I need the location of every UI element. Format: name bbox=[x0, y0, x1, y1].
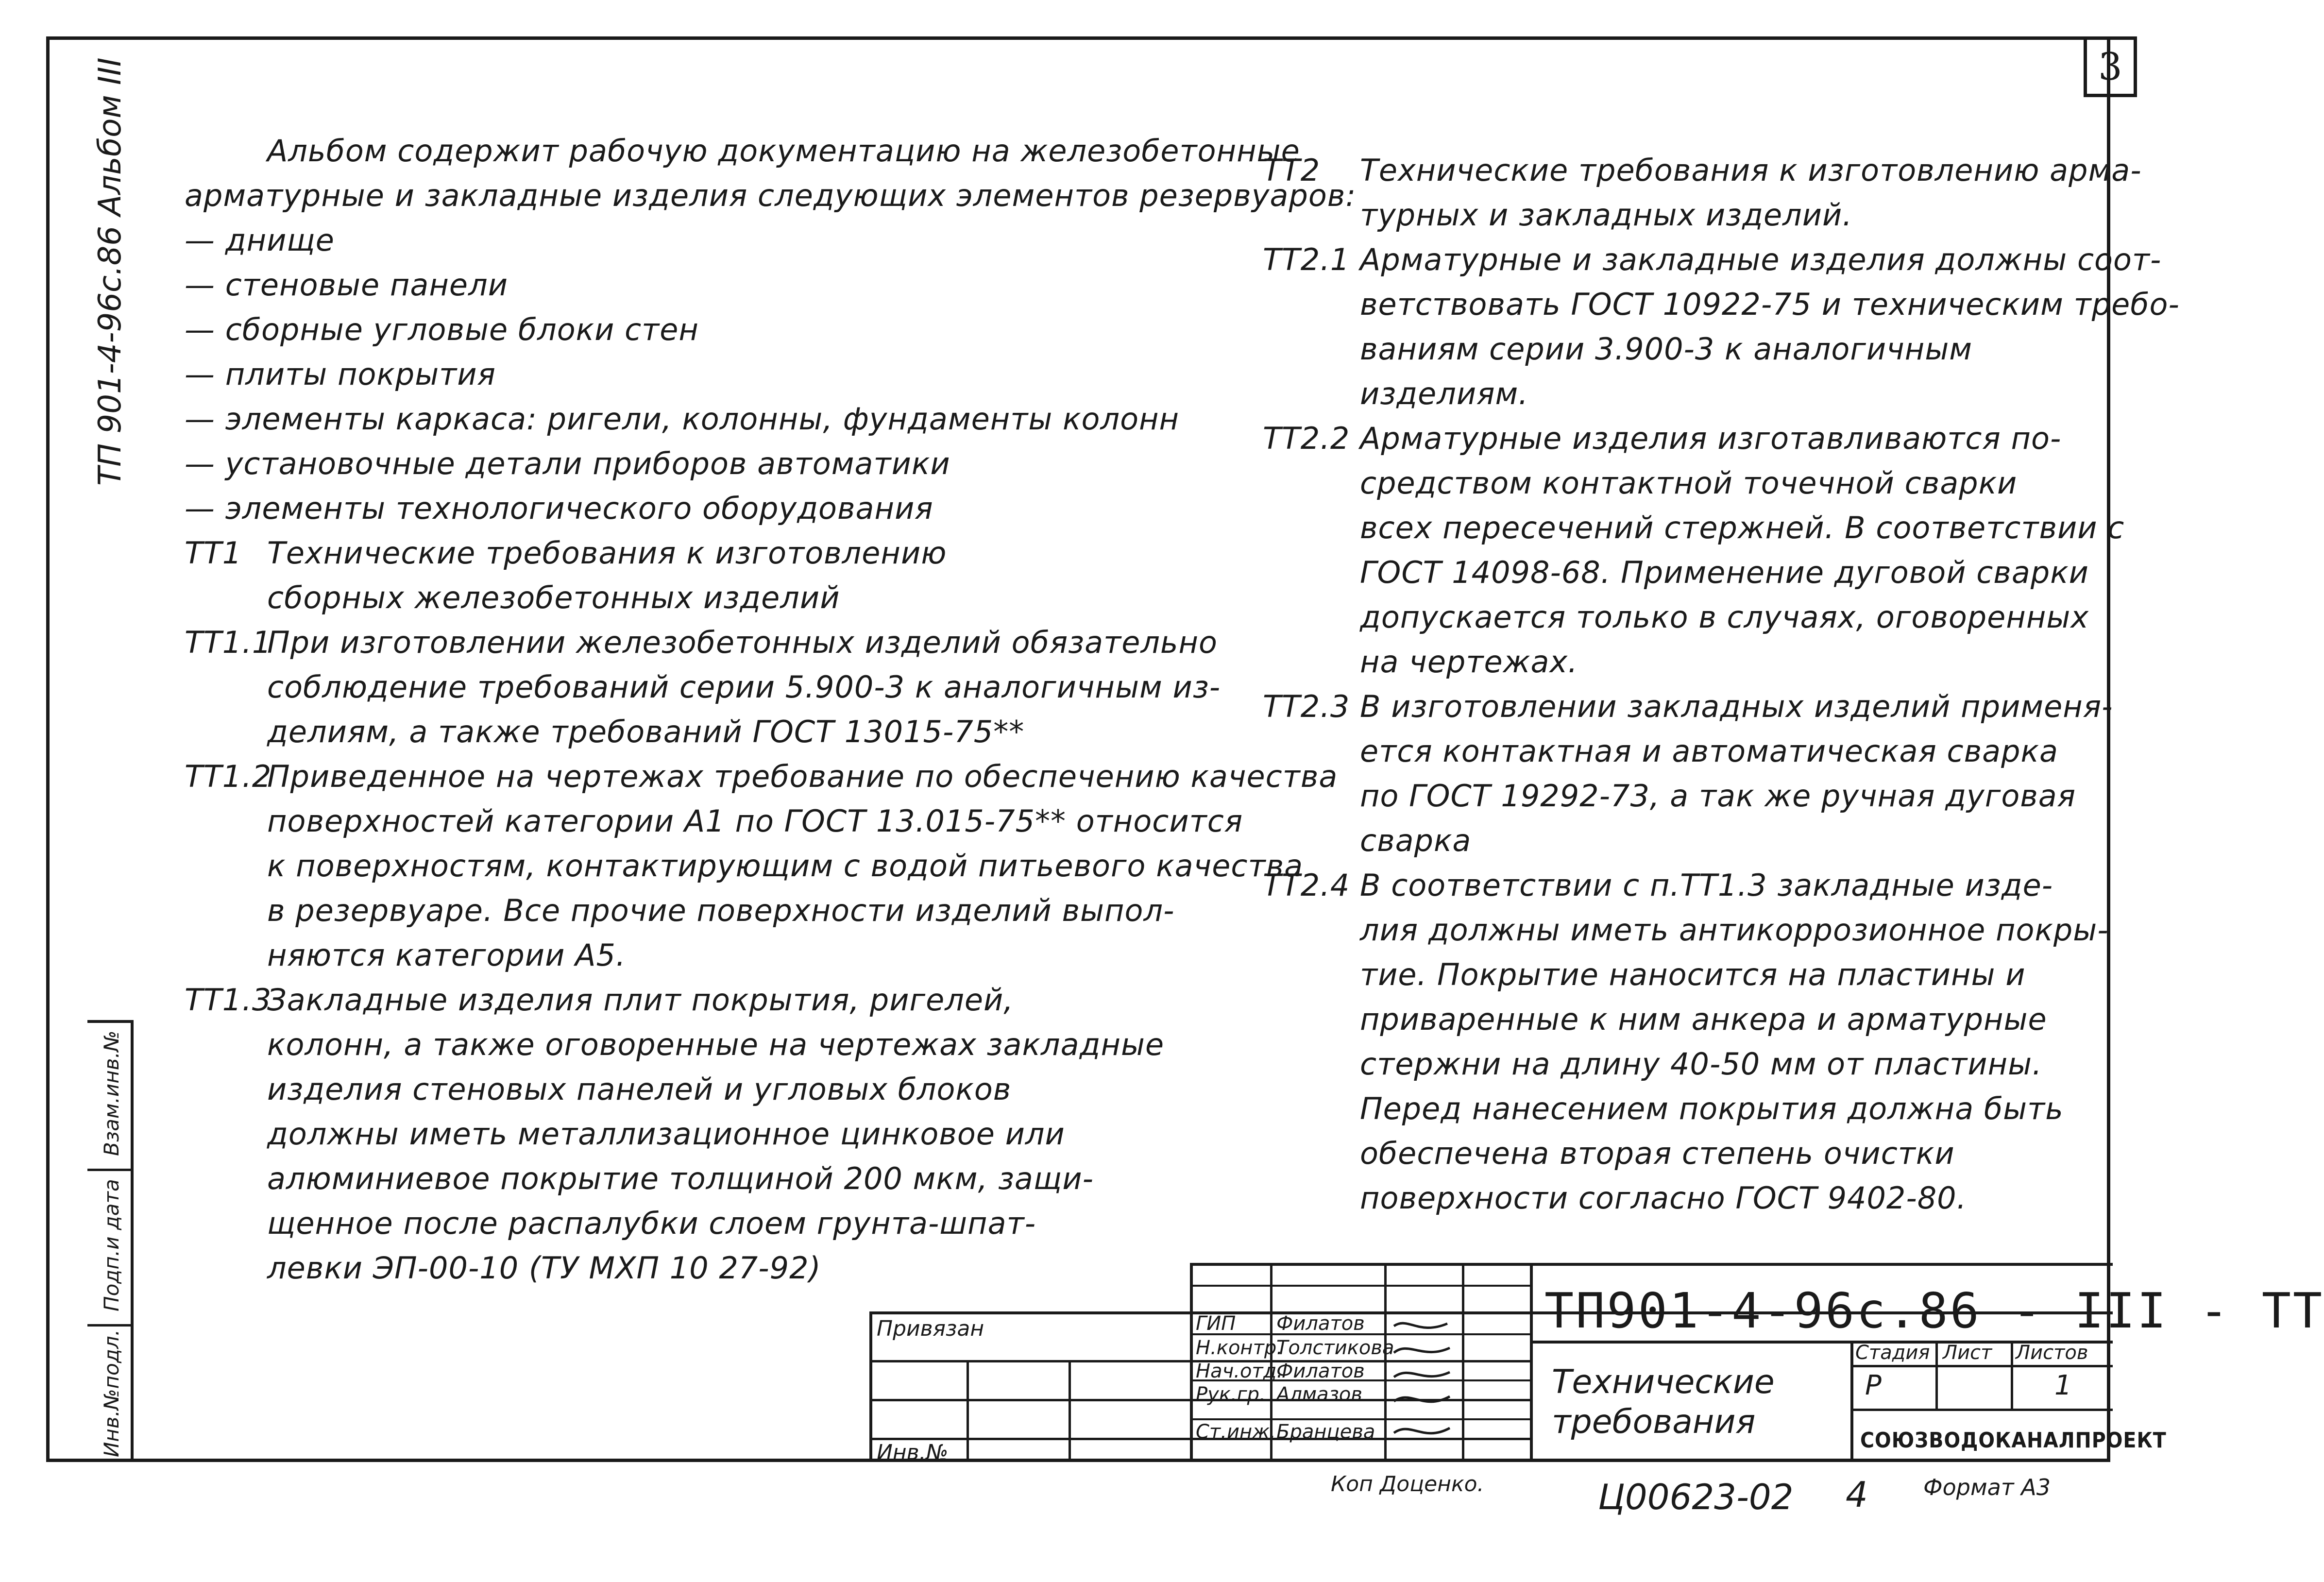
role-gip: ГИП bbox=[1196, 1312, 1236, 1335]
item-line: Технические требования к изготовлению арма- bbox=[1360, 153, 2142, 188]
item-line: колонн, а также оговоренные на чертежах закладные bbox=[267, 1027, 1165, 1062]
list-item: — стеновые панели bbox=[185, 267, 509, 303]
item-line: левки ЭП-00-10 (ТУ МХП 10 27-92) bbox=[267, 1250, 821, 1286]
requirement-tt2-1 bbox=[1263, 238, 2180, 416]
item-line: ваниям серии 3.900-3 к аналогичным bbox=[1360, 331, 1973, 367]
list-item: — сборные угловые блоки стен bbox=[185, 312, 699, 347]
item-line: алюминиевое покрытие толщиной 200 мкм, защи- bbox=[267, 1161, 1094, 1196]
sheet-title: Технические требования bbox=[1552, 1363, 1775, 1441]
intro-line: арматурные и закладные изделия следующих элементов резервуаров: bbox=[185, 178, 1357, 213]
tb-line bbox=[1850, 1409, 2113, 1411]
requirement-tt1 bbox=[185, 531, 1204, 620]
role-nkontr: Н.контр. bbox=[1196, 1337, 1283, 1359]
item-line: ветствовать ГОСТ 10922-75 и техническим требо- bbox=[1360, 287, 2180, 322]
strip-label-sign: Подп.и дата bbox=[100, 1179, 123, 1311]
item-line: обеспечена вторая степень очистки bbox=[1360, 1136, 1955, 1171]
item-line: на чертежах. bbox=[1360, 644, 1578, 680]
role-nachotd: Нач.отд. bbox=[1196, 1360, 1283, 1382]
item-line: всех пересечений стержней. В соответствии с bbox=[1360, 510, 2125, 545]
tb-line bbox=[2011, 1341, 2013, 1409]
item-line: Арматурные и закладные изделия должны соот- bbox=[1360, 242, 2162, 277]
item-line: изделиям. bbox=[1360, 376, 1528, 411]
item-line: ГОСТ 14098-68. Применение дуговой сварки bbox=[1360, 555, 2089, 590]
privyazan-label: Привязан bbox=[877, 1316, 984, 1341]
item-line: ется контактная и автоматическая сварка bbox=[1360, 733, 2058, 769]
tb-line bbox=[1850, 1341, 1853, 1462]
tb-line bbox=[1190, 1418, 1530, 1420]
stage-value: Р bbox=[1865, 1370, 1882, 1401]
item-line: щенное после распалубки слоем грунта-шпат- bbox=[267, 1206, 1036, 1241]
strip-divider bbox=[87, 1324, 134, 1327]
strip-label-replace: Взам.инв.№ bbox=[100, 1030, 123, 1156]
name-1: Филатов bbox=[1276, 1312, 1365, 1335]
item-line: по ГОСТ 19292-73, а так же ручная дуговая bbox=[1360, 778, 2076, 814]
item-code: ТТ1.3 bbox=[185, 982, 272, 1018]
item-line: стержни на длину 40-50 мм от пластины. bbox=[1360, 1046, 2042, 1082]
item-code: ТТ1.2 bbox=[185, 759, 272, 794]
list-item: — элементы каркаса: ригели, колонны, фундаменты колонн bbox=[185, 401, 1180, 437]
tb-line bbox=[1935, 1341, 1938, 1409]
item-line: турных и закладных изделий. bbox=[1360, 197, 1853, 233]
signatures bbox=[1389, 1311, 1457, 1457]
tb-line bbox=[1190, 1263, 1193, 1462]
intro-line: Альбом содержит рабочую документацию на железобетонные bbox=[267, 133, 1300, 169]
requirement-tt2-3 bbox=[1263, 684, 2113, 863]
tb-line bbox=[1530, 1263, 1533, 1462]
item-line: В изготовлении закладных изделий применя- bbox=[1360, 689, 2113, 724]
tb-line bbox=[1384, 1263, 1387, 1462]
role-rukgr: Рук.гр. bbox=[1196, 1383, 1266, 1406]
tb-line bbox=[967, 1360, 969, 1462]
item-line: изделия стеновых панелей и угловых блоков bbox=[267, 1072, 1012, 1107]
requirement-tt2 bbox=[1263, 148, 2142, 238]
item-line: тие. Покрытие наносится на пластины и bbox=[1360, 957, 2026, 992]
item-code: ТТ2.1 bbox=[1263, 242, 1350, 277]
stage-label: Стадия bbox=[1855, 1342, 1930, 1364]
item-line: няются категории А5. bbox=[267, 937, 626, 973]
item-line: Закладные изделия плит покрытия, ригелей, bbox=[267, 982, 1014, 1018]
item-line: лия должны иметь антикоррозионное покры- bbox=[1360, 912, 2109, 948]
item-line: Технические требования к изготовлению bbox=[267, 535, 947, 571]
copied-by: Коп Доценко. bbox=[1331, 1472, 1484, 1497]
sheet-label: Лист bbox=[1943, 1342, 1992, 1364]
item-line: Приведенное на чертежах требование по обеспечению качества bbox=[267, 759, 1338, 794]
sheets-label: Листов bbox=[2016, 1342, 2088, 1364]
tb-line bbox=[1190, 1285, 1530, 1287]
strip-divider bbox=[87, 1169, 134, 1171]
requirement-tt1-3 bbox=[185, 978, 1204, 1291]
item-code: ТТ2 bbox=[1263, 153, 1321, 188]
role-stinzh: Ст.инж. bbox=[1196, 1421, 1276, 1443]
item-code: ТТ2.4 bbox=[1263, 868, 1350, 903]
item-line: допускается только в случаях, оговоренных bbox=[1360, 599, 2089, 635]
organization: СОЮЗВОДОКАНАЛПРОЕКТ bbox=[1860, 1428, 2167, 1453]
item-line: к поверхностям, контактирующим с водой питьевого качества bbox=[267, 848, 1304, 884]
item-line: сборных железобетонных изделий bbox=[267, 580, 840, 615]
name-2: Толстикова bbox=[1276, 1337, 1394, 1359]
tb-line bbox=[1850, 1365, 2113, 1367]
list-item: — элементы технологического оборудования bbox=[185, 491, 933, 526]
item-line: приваренные к ним анкера и арматурные bbox=[1360, 1002, 2047, 1037]
item-line: делиям, а также требований ГОСТ 13015-75** bbox=[267, 714, 1025, 749]
inv-no-label: Инв.№ bbox=[877, 1440, 949, 1465]
item-line: поверхностей категории А1 по ГОСТ 13.015-75** относится bbox=[267, 803, 1243, 839]
item-line: средством контактной точечной сварки bbox=[1360, 465, 2018, 501]
item-code: ТТ1 bbox=[185, 535, 242, 571]
document-code: ТП901-4-96с.86 - III - ТТ bbox=[1544, 1282, 2324, 1339]
strip-label-inv: Инв.№подл. bbox=[100, 1329, 123, 1457]
item-line: должны иметь металлизационное цинковое или bbox=[267, 1116, 1065, 1152]
item-line: Арматурные изделия изготавливаются по- bbox=[1360, 421, 2062, 456]
item-code: ТТ1.1 bbox=[185, 625, 272, 660]
format-label: Формат А3 bbox=[1923, 1474, 2051, 1500]
name-5: Бранцева bbox=[1276, 1421, 1375, 1443]
item-code: ТТ2.3 bbox=[1263, 689, 1350, 724]
footer-sheet-number: 4 bbox=[1846, 1474, 1868, 1515]
tb-line bbox=[1462, 1263, 1464, 1462]
requirement-tt2-2 bbox=[1263, 416, 2125, 684]
list-item: — днище bbox=[185, 222, 335, 258]
list-item: — плиты покрытия bbox=[185, 357, 496, 392]
name-4: Алмазов bbox=[1276, 1383, 1362, 1406]
tb-line bbox=[1190, 1263, 2113, 1266]
item-line: в резервуаре. Все прочие поверхности изделий выпол- bbox=[267, 893, 1175, 928]
item-line: В соответствии с п.ТТ1.3 закладные изде- bbox=[1360, 868, 2053, 903]
item-line: При изготовлении железобетонных изделий обязательно bbox=[267, 625, 1218, 660]
item-code: ТТ2.2 bbox=[1263, 421, 1350, 456]
sheets-value: 1 bbox=[2054, 1370, 2072, 1401]
tb-line bbox=[869, 1311, 872, 1462]
page-number: 3 bbox=[2084, 36, 2137, 97]
tb-line bbox=[1069, 1360, 1071, 1462]
list-item: — установочные детали приборов автоматики bbox=[185, 446, 950, 481]
requirement-tt1-1 bbox=[185, 620, 1221, 754]
side-label: ТП 901-4-96с.86 Альбом III bbox=[92, 57, 128, 486]
name-3: Филатов bbox=[1276, 1360, 1365, 1382]
item-line: поверхности согласно ГОСТ 9402-80. bbox=[1360, 1180, 1967, 1216]
item-line: сварка bbox=[1360, 823, 1472, 858]
order-number: Ц00623-02 bbox=[1598, 1477, 1794, 1517]
requirement-tt2-4 bbox=[1263, 863, 2109, 1221]
item-line: Перед нанесением покрытия должна быть bbox=[1360, 1091, 2064, 1126]
right-column bbox=[1263, 148, 2180, 1221]
item-line: соблюдение требований серии 5.900-3 к аналогичным из- bbox=[267, 669, 1221, 705]
